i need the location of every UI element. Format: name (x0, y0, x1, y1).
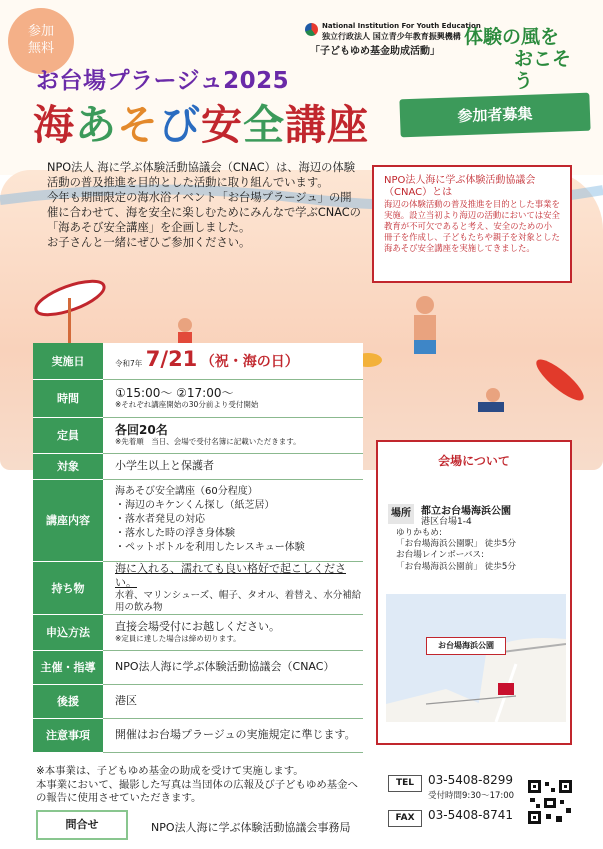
access-line: お台場レインボーバス: (396, 550, 484, 561)
page-title (33, 92, 369, 151)
table-row (33, 453, 363, 479)
contact-organization: NPO法人海に学ぶ体験活動協議会事務局 (151, 821, 351, 834)
table-row (33, 684, 363, 718)
map-graphic (386, 594, 566, 722)
slogan-line2: おこそう (514, 48, 572, 92)
content-item: ・ペットボトルを利用したレスキュー体験 (115, 542, 305, 553)
support-label: 後援 (33, 684, 103, 718)
venue-place-label: 場所 (388, 504, 414, 524)
program-name: 「子どもゆめ基金助成活動」 (310, 46, 440, 57)
content-value (103, 479, 363, 561)
slogan-line1: 体験の風を (464, 26, 560, 48)
footnote-line: ※本事業は、子どもゆめ基金の助成を受けて実施します。 (36, 765, 304, 777)
notes-value: 開催はお台場プラージュの実施規定に準じます。 (103, 718, 363, 752)
capacity-main: 各回20名 (115, 423, 168, 437)
title-char: そ (117, 101, 159, 149)
date-label: 実施日 (33, 343, 103, 379)
apply-main: 直接会場受付にお越しください。 (115, 620, 280, 633)
tel-label: TEL (388, 775, 422, 792)
date-month-day: 7/21 (145, 346, 198, 371)
institution-name-en: National Institution For Youth Education (322, 22, 481, 30)
contact-label: 問合せ (36, 810, 128, 840)
access-line: 「お台場海浜公園前」 徒歩5分 (396, 561, 516, 572)
table-row (33, 650, 363, 684)
capacity-label: 定員 (33, 417, 103, 453)
badge-line1: 参加 (27, 24, 54, 39)
apply-note: ※定員に達した場合は締め切ります。 (115, 634, 241, 643)
content-item: ・海辺のキケンくん探し（紙芝居） (115, 500, 275, 511)
intro-paragraph: お子さんと一緒にぜひご参加ください。 (47, 236, 251, 249)
table-row (33, 718, 363, 752)
title-char: 講 (285, 101, 327, 149)
venue-box (376, 440, 572, 745)
child-figure (178, 318, 192, 332)
date-era: 令和7年 (115, 358, 143, 368)
intro-paragraph: NPO法人 海に学ぶ体験活動協議会（CNAC）は、海辺の体験活動の普及推進を目的とした活動に取り組んでいます。 (47, 161, 356, 189)
apply-value (103, 614, 363, 650)
table-row (33, 379, 363, 417)
venue-title: 会場について (438, 454, 510, 468)
access-line: ゆりかもめ: (396, 528, 442, 538)
adult-figure (416, 296, 434, 314)
capacity-value (103, 417, 363, 453)
cnac-box-heading: NPO法人海に学ぶ体験活動協議会（CNAC）とは (384, 175, 536, 198)
content-item: 海あそび安全講座（60分程度） (115, 486, 258, 497)
venue-name: 都立お台場海浜公園 (421, 506, 511, 517)
beach-umbrella-right (531, 354, 589, 406)
date-value (103, 343, 363, 379)
table-row (33, 417, 363, 453)
apply-label: 申込方法 (33, 614, 103, 650)
fax-label: FAX (388, 810, 422, 827)
map-location-marker-icon (498, 683, 514, 695)
tel-hours: 受付時間9:30～17:00 (428, 791, 515, 801)
time-note: ※それぞれ講座開始の30分前より受付開始 (115, 400, 259, 409)
access-line: 「お台場海浜公園駅」 徒歩5分 (396, 539, 516, 550)
cnac-description-box (372, 165, 572, 283)
venue-map[interactable] (386, 594, 566, 722)
title-char: び (159, 101, 201, 149)
content-item: ・落水した時の浮き身体験 (115, 528, 235, 539)
notes-label: 注意事項 (33, 718, 103, 752)
venue-access (396, 528, 516, 573)
support-value: 港区 (103, 684, 363, 718)
intro-paragraph: 今年も期間限定の海水浴イベント「お台場プラージュ」の開催に合わせて、海を安全に楽しむためにみんなで学ぶCNACの「海あそび安全講座」を企画しました。 (47, 191, 361, 234)
table-row (33, 479, 363, 561)
venue-address: 港区台場1-4 (421, 517, 472, 527)
slogan-logo (462, 22, 580, 92)
map-label: お台場海浜公園 (426, 637, 506, 655)
badge-line2: 無料 (27, 41, 54, 56)
footnote (36, 765, 366, 806)
recruiting-banner: 参加者募集 (399, 93, 590, 138)
target-label: 対象 (33, 453, 103, 479)
target-value: 小学生以上と保護者 (103, 453, 363, 479)
host-label: 主催・指導 (33, 650, 103, 684)
content-label: 講座内容 (33, 479, 103, 561)
capacity-note: ※先着順 当日、会場で受付名簿に記載いただきます。 (115, 437, 301, 446)
title-char: あ (75, 101, 117, 149)
content-item: ・落水者発見の対応 (115, 514, 205, 525)
event-subtitle: お台場プラージュ2025 (36, 68, 290, 94)
title-char: 座 (327, 101, 369, 149)
title-char: 全 (243, 101, 285, 149)
fax-number: 03-5408-8741 (428, 808, 514, 822)
time-label: 時間 (33, 379, 103, 417)
time-main: ①15:00～ ②17:00～ (115, 386, 234, 400)
intro-text (47, 160, 361, 250)
host-value: NPO法人海に学ぶ体験活動協議会（CNAC） (103, 650, 363, 684)
belongings-sub: 水着、マリンシューズ、帽子、タオル、着替え、水分補給用の飲み物 (115, 589, 362, 613)
belongings-value (103, 561, 363, 614)
institution-logo-icon (305, 23, 318, 36)
footnote-line: 本事業において、撮影した写真は当団体の広報及び子どもゆめ基金への報告に使用させていただきます。 (36, 778, 358, 805)
table-row (33, 561, 363, 614)
belongings-main: 海に入れる、濡れても良い格好で起こしください。 (115, 561, 346, 589)
title-char: 安 (201, 101, 243, 149)
tel-number[interactable]: 03-5408-8299 (428, 773, 514, 787)
cnac-box-body: 海辺の体験活動の普及推進を目的とした事業を実施。設立当初より海辺の活動においては安全教育が不可欠であると考え、安全のための小冊子を作成し、子どもたちや親子を対象とした海あそび安全講座を実施してきました。 (384, 199, 560, 253)
table-row (33, 343, 363, 379)
swimmer-figure (486, 388, 500, 402)
event-info-table (33, 343, 363, 753)
qr-code-icon[interactable] (526, 778, 574, 826)
belongings-label: 持ち物 (33, 561, 103, 614)
title-char: 海 (33, 101, 75, 149)
date-weekday: （祝・海の日） (200, 353, 299, 370)
time-value (103, 379, 363, 417)
institution-name-ja: 独立行政法人 国立青少年教育振興機構 (322, 32, 461, 41)
table-row (33, 614, 363, 650)
